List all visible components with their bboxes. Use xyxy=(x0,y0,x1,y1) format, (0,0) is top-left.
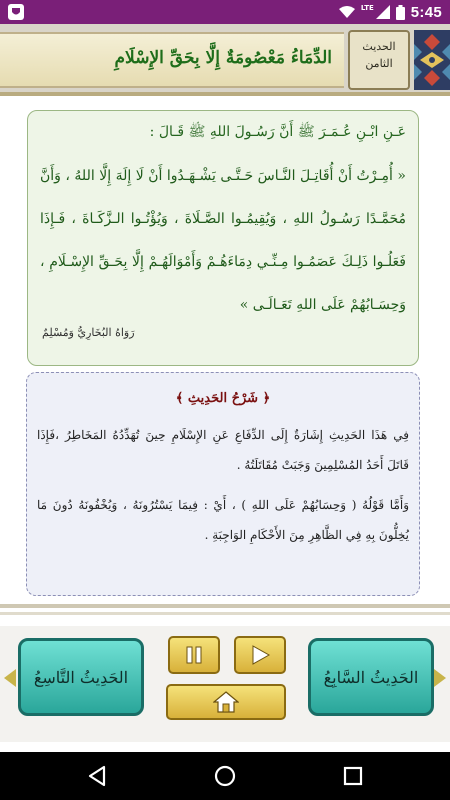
app-icon xyxy=(8,4,24,20)
explanation-paragraph-1: فِي هَذَا الحَدِيثِ إِشَارَةٌ إِلَى الدِّفَاعِ عَنِ الإِسْلَامِ حِينَ تُهَدِّدُهُ المَخَاطِرُ ،فَإِذَا قَاتَلَ أَحَدُ المُسْلِمِينَ وَجَبَتْ مُقَاتَلَتُهُ . xyxy=(37,428,409,472)
next-hadith-button[interactable] xyxy=(18,638,144,716)
explanation-panel xyxy=(26,372,420,596)
previous-hadith-button[interactable] xyxy=(308,638,434,716)
explanation-paragraph-2: وَأَمَّا قَوْلُهُ ( وَحِسَابُهُمْ عَلَى اللهِ ) ، أَيْ : فِيمَا يَسْتُرُونَهُ ، وَيُخْفُونَهُ دُونَ مَا يُخِلُّونَ بِهِ فِي الظَّاهِرِ مِنَ الأَحْكَامِ الوَاجِبَةِ . xyxy=(37,498,409,542)
signal-icon xyxy=(376,5,390,19)
wifi-icon xyxy=(339,5,355,19)
hadith-body: « أُمِـرْتُ أَنْ أُقَاتِـلَ النَّـاسَ حَـتَّـى يَشْـهَـدُوا أَنْ لَا إِلَهَ إِلَّا اللهُ ، وَأَنَّ مُحَمَّـدًا رَسُـولُ اللهِ ، وَيُقِيمُـوا الصَّـلَاةَ ، وَيُؤْتُـوا الـزَّكَـاةَ ، فَـإِذَا فَعَلُـوا ذَلِـكَ عَصَمُـوا مِـنِّـي دِمَاءَهُـمْ وَأَمْوَالَهُـمْ إِلَّا بِحَـقِّ الإِسْـلَامِ ، وَحِسَـابُهُمْ عَلَى اللهِ تَعَـالَـى » xyxy=(40,168,406,313)
content-divider xyxy=(0,604,450,608)
arrow-right-icon xyxy=(434,669,446,687)
previous-hadith-label: الحَدِيثُ السَّابِعُ xyxy=(323,667,419,687)
hadith-text-panel xyxy=(27,110,419,366)
explanation-title: ﴿ شَرْحُ الحَدِيثِ ﴾ xyxy=(175,391,271,406)
home-circle-icon[interactable] xyxy=(213,764,237,788)
system-navigation-bar xyxy=(0,752,450,800)
arrow-left-icon xyxy=(4,669,16,687)
hadith-label-line2: الثامن xyxy=(365,57,393,70)
network-type: LTE xyxy=(360,4,374,12)
clock: 5:45 xyxy=(410,3,442,21)
battery-icon xyxy=(396,5,405,20)
hadith-source: رَوَاهُ البُخَارِيُّ وَمُسْلِمٌ xyxy=(42,326,135,339)
ornament-icon xyxy=(414,30,450,90)
page-title: الدِّمَاءُ مَعْصُومَةٌ إِلَّا بِحَقِّ الإِسْلَامِ xyxy=(114,48,332,68)
play-icon xyxy=(249,644,271,666)
hadith-label-line1: الحديث xyxy=(362,40,396,53)
hadith-narrator: عَـنِ ابْـنِ عُـمَـرَ ﷺ أَنَّ رَسُـولَ اللهِ ﷺ قَـالَ : xyxy=(149,124,406,140)
pause-button[interactable] xyxy=(168,636,220,674)
play-button[interactable] xyxy=(234,636,286,674)
home-icon xyxy=(213,691,239,713)
header-divider xyxy=(0,92,450,96)
content-divider-secondary xyxy=(0,612,450,615)
next-hadith-label: الحَدِيثُ التَّاسِعُ xyxy=(33,667,129,687)
hadith-number-label xyxy=(348,30,410,90)
back-icon[interactable] xyxy=(86,764,108,788)
status-bar xyxy=(0,0,450,24)
title-strip xyxy=(0,32,344,88)
recents-icon[interactable] xyxy=(342,764,364,788)
home-button[interactable] xyxy=(166,684,286,720)
pause-icon xyxy=(184,645,204,665)
